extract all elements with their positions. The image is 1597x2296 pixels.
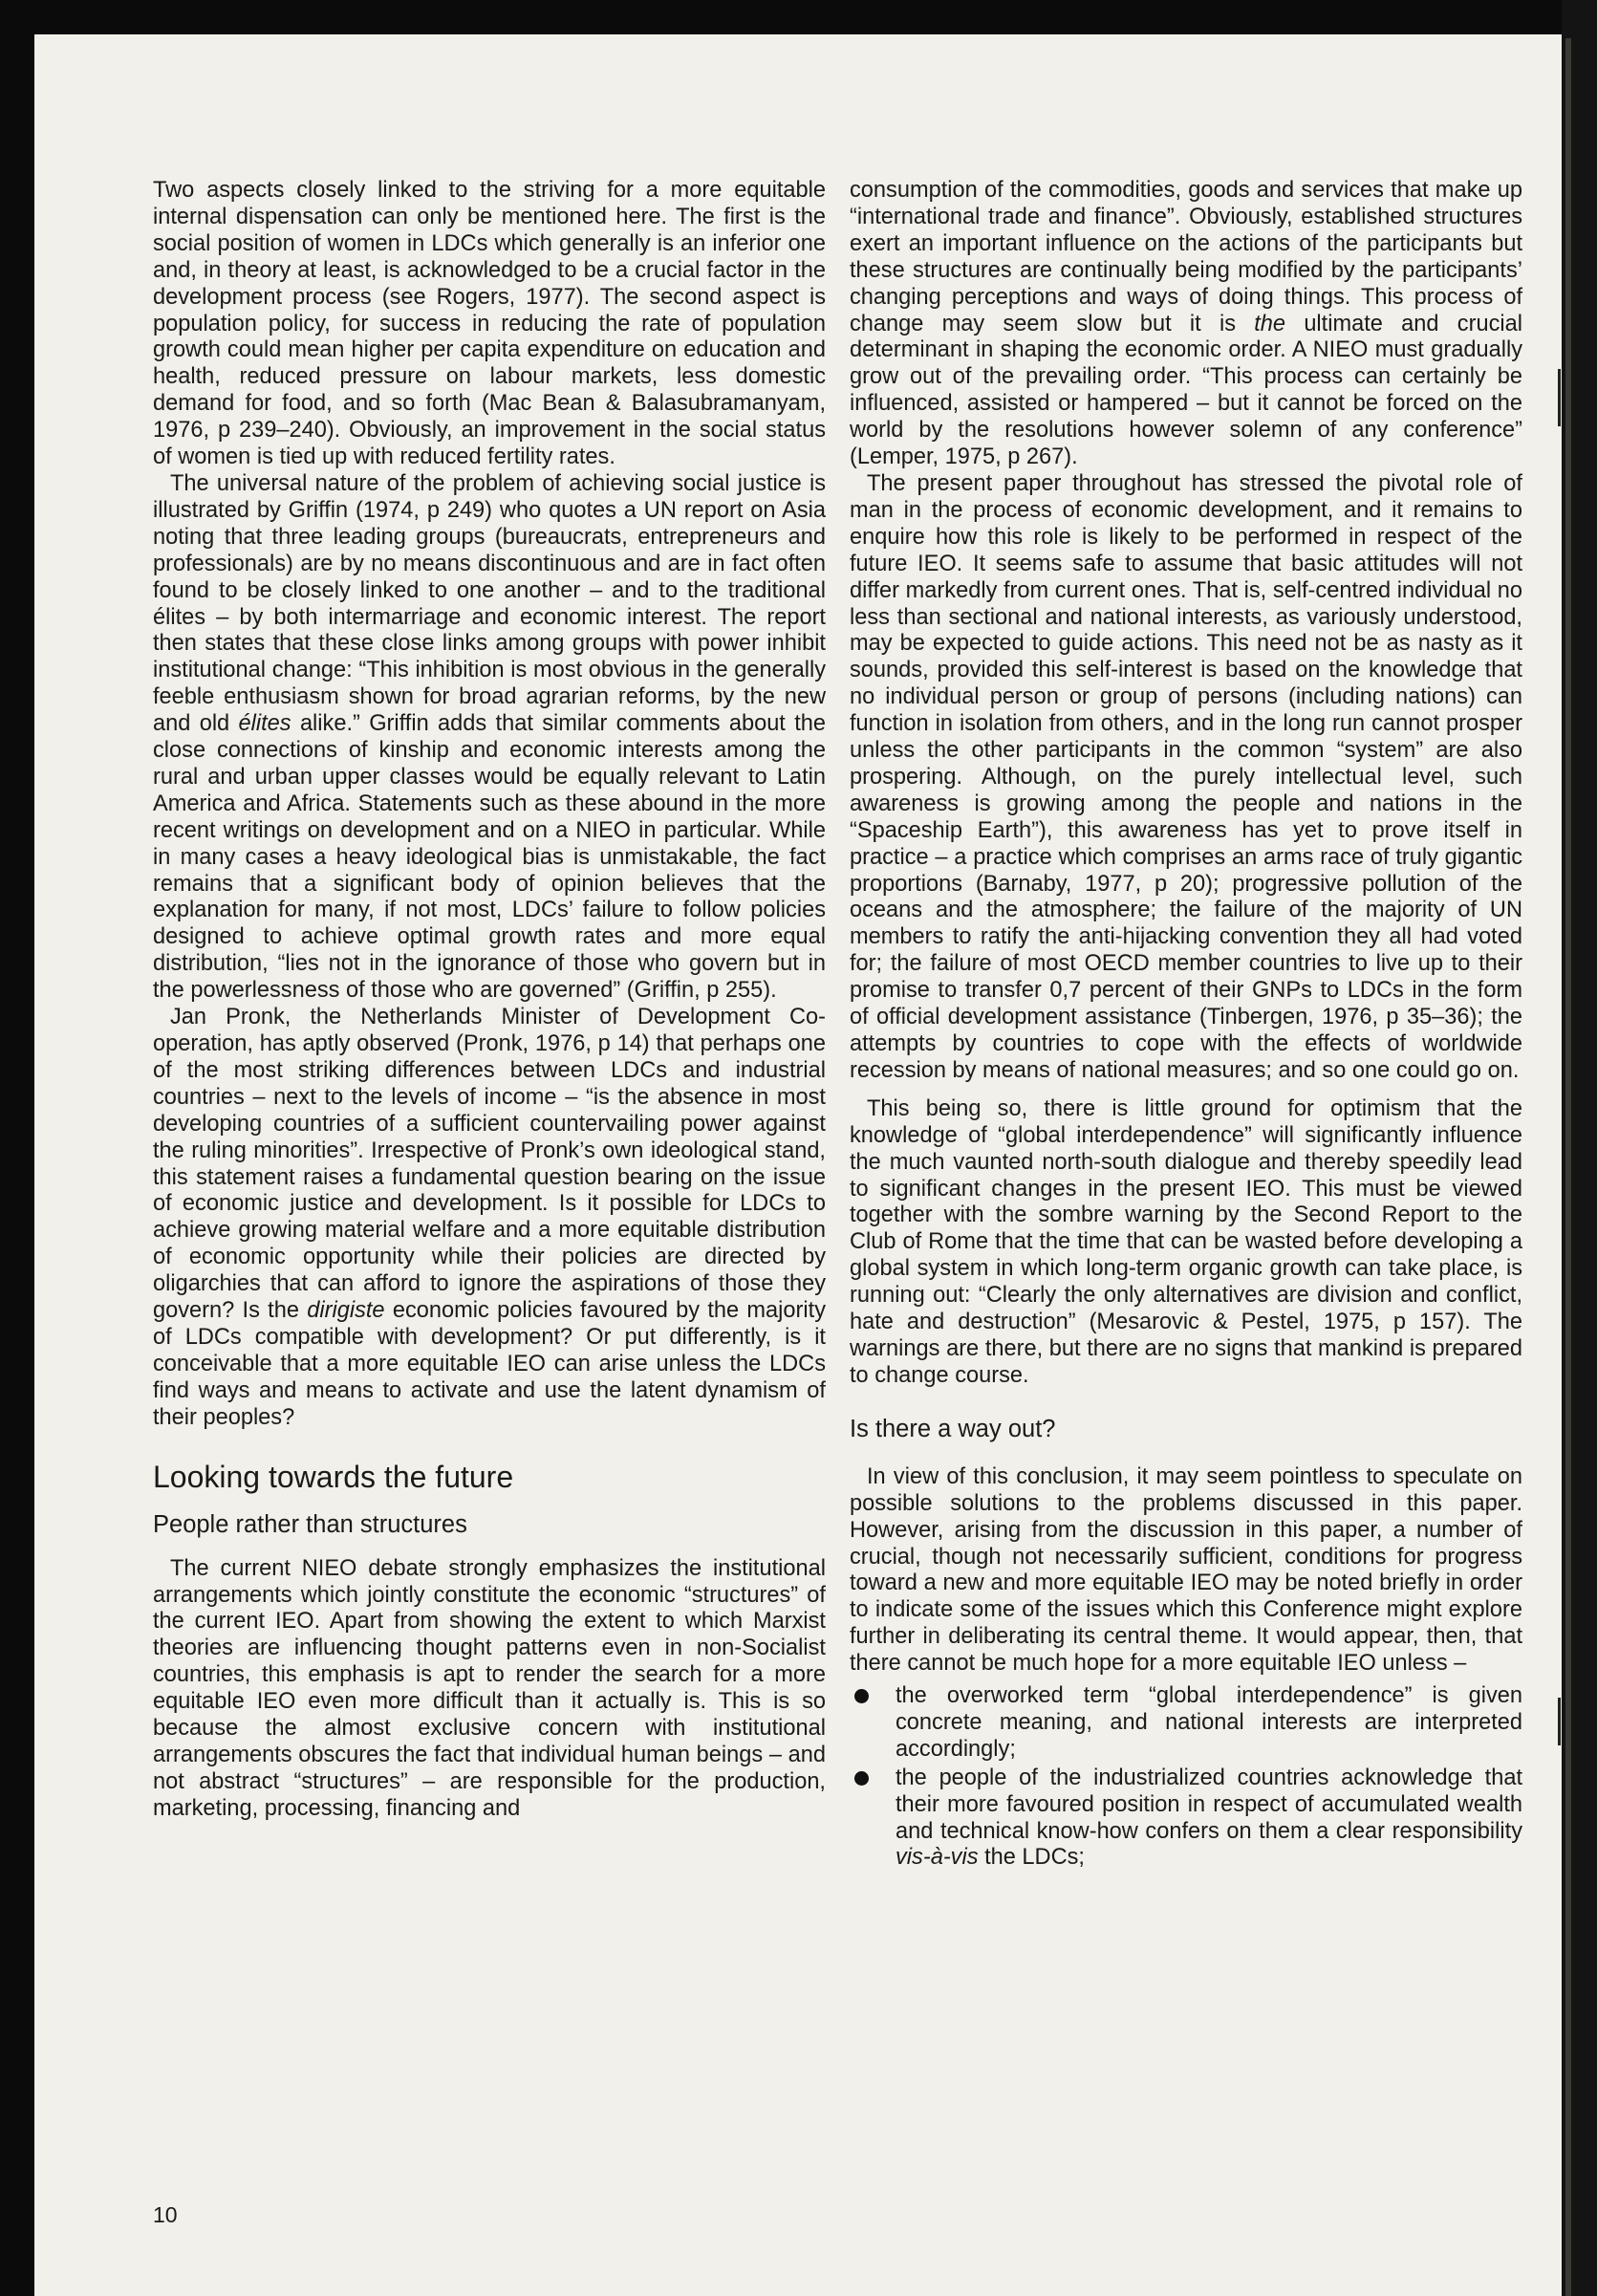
list-item: the people of the industrialized countries acknowledge that their more favoured position in respect of accumulated wealth and technical know-how confers on them a clear responsibility vis-à-vis the LDCs; [850, 1765, 1522, 1873]
paragraph: The present paper throughout has stressed the pivotal role of man in the process of economic development, and it remains to enquire how this role is likely to be performed in respect of the future IEO. It seems safe to assume that basic attitudes will not differ markedly from current ones. That is, self-centred individual no less than sectional and national interests, as variously understood, may be expected to guide actions. This need not be as nasty as it sounds, provided this self-interest is based on the knowledge that no individual person or group of persons (including nations) can function in isolation from others, and in the long run cannot prosper unless the other participants in the common “system” are also prospering. Although, on the purely intellectual level, such awareness is growing among the people and nations in the “Spaceship Earth”), this awareness has yet to prove itself in practice – a practice which comprises an arms race of truly gigantic proportions (Barnaby, 1977, p 20); progressive pollution of the oceans and the atmosphere; the failure of the majority of UN members to ratify the anti-hijacking convention they all had voted for; the failure of most OECD member countries to live up to their promise to transfer 0,7 percent of their GNPs to LDCs in the form of official development assistance (Tinbergen, 1976, p 35–36); the attempts by countries to cope with the effects of worldwide recession by means of national measures; and so one could go on. [850, 470, 1522, 1083]
page-number: 10 [153, 2202, 178, 2227]
sub-heading: People rather than structures [153, 1510, 467, 1538]
left-column [153, 178, 826, 1823]
paragraph: consumption of the commodities, goods and services that make up “international trade and finance”. Obviously, established structures exert an important influence on the actions of the participants but these structures are continually being modified by the participants’ changing perceptions and ways of doing things. This process of change may seem slow but it is the ultimate and crucial determinant in shaping the economic order. A NIEO must gradually grow out of the prevailing order. “This process can certainly be influenced, assisted or hampered – but it cannot be forced on the world by the resolutions however solemn of any conference” (Lemper, 1975, p 267). [850, 178, 1522, 470]
document-page [34, 34, 1562, 2296]
sub-heading: Is there a way out? [850, 1415, 1056, 1442]
section-heading: Looking towards the future [153, 1459, 514, 1494]
margin-mark [1558, 369, 1561, 426]
paragraph: In view of this conclusion, it may seem pointless to speculate on possible solutions to the problems discussed in this paper. However, arising from the discussion in this paper, a number of crucial, though not necessarily sufficient, conditions for progress toward a new and more equitable IEO may be noted briefly in order to indicate some of the issues which this Conference might explore further in deliberating its central theme. It would appear, then, that there cannot be much hope for a more equitable IEO unless – [850, 1463, 1522, 1677]
paragraph: Jan Pronk, the Netherlands Minister of Development Co-operation, has aptly observed (Pronk, 1976, p 14) that perhaps one of the most striking differences between LDCs and industrial countries – next to the levels of income – “is the absence in most developing countries of a sufficient countervailing power against the ruling minorities”. Irrespective of Pronk’s own ideological stand, this statement raises a fundamental question bearing on the issue of economic justice and development. Is it possible for LDCs to achieve growing material welfare and a more equitable distribution of economic opportunity while their policies are directed by oligarchies that can afford to ignore the aspirations of those they govern? Is the dirigiste economic policies favoured by the majority of LDCs compatible with development? Or put differently, is it conceivable that a more equitable IEO can arise unless the LDCs find ways and means to activate and use the latent dynamism of their peoples? [153, 1005, 826, 1430]
bullet-list [850, 1683, 1522, 1872]
paragraph: The universal nature of the problem of achieving social justice is illustrated by Griffin (1974, p 249) who quotes a UN report on Asia noting that three leading groups (bureaucrats, entrepreneurs and professionals) are by no means discontinuous and are in fact often found to be closely linked to one another – and to the traditional élites – by both intermarriage and economic interest. The report then states that these close links among groups with power inhibit institutional change: “This inhibition is most obvious in the generally feeble enthusiasm shown for broad agrarian reforms, by the new and old élites alike.” Griffin adds that similar comments about the close connections of kinship and economic interests among the rural and urban upper classes would be equally relevant to Latin America and Africa. Statements such as these abound in the more recent writings on development and on a NIEO in particular. While in many cases a heavy ideological bias is unmistakable, the fact remains that a significant body of opinion believes that the explanation for many, if not most, LDCs’ failure to follow policies designed to achieve optimal growth rates and more equal distribution, “lies not in the ignorance of those who govern but in the powerlessness of those who are governed” (Griffin, p 255). [153, 470, 826, 1004]
scan-edge [1562, 0, 1597, 2296]
bullet-icon [854, 1689, 869, 1703]
right-column [850, 178, 1522, 1874]
paragraph: The current NIEO debate strongly emphasizes the institutional arrangements which jointly constitute the economic “structures” of the current IEO. Apart from showing the extent to which Marxist theories are influencing thought patterns even in non-Socialist countries, this emphasis is apt to render the search for a more equitable IEO even more difficult than it actually is. This is so because the almost exclusive concern with institutional arrangements obscures the fact that individual human beings – and not abstract “structures” – are responsible for the production, marketing, processing, financing and [153, 1555, 826, 1821]
paragraph: This being so, there is little ground for optimism that the knowledge of “global interdependence” will significantly influence the much vaunted north-south dialogue and thereby speedily lead to significant changes in the present IEO. This must be viewed together with the sombre warning by the Second Report to the Club of Rome that the time that can be wasted before developing a global system in which long-term organic growth can take place, is running out: “Clearly the only alternatives are division and conflict, hate and destruction” (Mesarovic & Pestel, 1975, p 157). The warnings are there, but there are no signs that mankind is prepared to change course. [850, 1095, 1522, 1388]
paragraph: Two aspects closely linked to the striving for a more equitable internal dispensation can only be mentioned here. The first is the social position of women in LDCs which generally is an inferior one and, in theory at least, is acknowledged to be a crucial factor in the development process (see Rogers, 1977). The second aspect is population policy, for success in reducing the rate of population growth could mean higher per capita expenditure on education and health, reduced pressure on labour markets, less domestic demand for food, and so forth (Mac Bean & Balasubramanyam, 1976, p 239–240). Obviously, an improvement in the social status of women is tied up with reduced fertility rates. [153, 178, 826, 470]
list-item: the overworked term “global interdependence” is given concrete meaning, and national interests are interpreted accordingly; [850, 1683, 1522, 1764]
margin-mark [1558, 1698, 1561, 1745]
bullet-icon [854, 1771, 869, 1786]
